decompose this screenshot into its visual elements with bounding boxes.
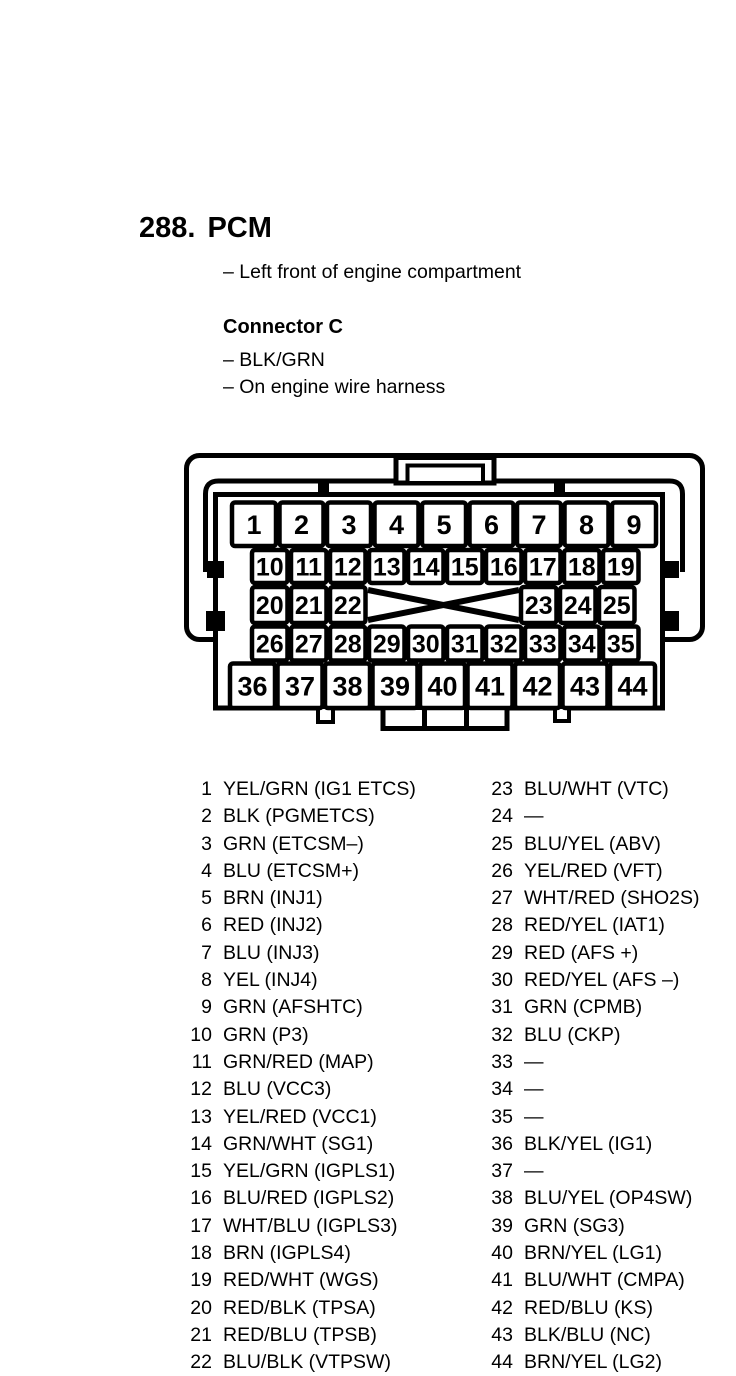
pin-row	[483, 1322, 700, 1349]
pin-row	[182, 831, 416, 858]
pin-cell-number: 35	[606, 630, 635, 659]
component-name: PCM	[207, 212, 272, 244]
pin-wire-label: GRN/WHT (SG1)	[223, 1132, 374, 1155]
pin-list-left-column	[182, 776, 416, 1376]
pin-number: 38	[491, 1187, 513, 1210]
pin-number: 6	[201, 914, 212, 937]
connector-note-color: – BLK/GRN	[223, 349, 325, 371]
pin-cell-number: 43	[569, 671, 601, 702]
pin-number: 11	[191, 1050, 212, 1073]
pin-number: 22	[190, 1351, 212, 1374]
pin-cell-number: 37	[284, 671, 316, 702]
pin-number: 7	[201, 941, 212, 964]
pin-row	[182, 1185, 416, 1212]
pin-list-right-column	[483, 776, 700, 1376]
pin-wire-label: —	[524, 1078, 544, 1101]
pin-row	[483, 1185, 700, 1212]
section-number: 288.	[139, 212, 196, 244]
pin-wire-label: —	[524, 1160, 544, 1183]
page-title	[139, 213, 272, 245]
pin-cell-number: 41	[474, 671, 506, 702]
pin-cell-number: 39	[379, 671, 411, 702]
pin-number: 4	[201, 859, 212, 882]
pin-wire-label: BLU/RED (IGPLS2)	[223, 1187, 395, 1210]
pin-row	[182, 1022, 416, 1049]
pin-wire-label: BRN (IGPLS4)	[223, 1242, 351, 1265]
pin-wire-label: GRN (SG3)	[524, 1214, 625, 1237]
pin-cell-number: 42	[522, 671, 553, 702]
pin-cell-number: 34	[567, 630, 596, 659]
side-notch	[207, 561, 224, 578]
pin-number: 40	[491, 1242, 513, 1265]
pin-cell-number: 14	[411, 553, 440, 582]
pin-cell-number: 7	[531, 509, 547, 540]
pin-row	[483, 776, 700, 803]
pin-number: 25	[491, 832, 513, 855]
pin-cell-number: 15	[450, 553, 479, 582]
pin-wire-label: WHT/RED (SHO2S)	[524, 887, 700, 910]
pin-row	[182, 940, 416, 967]
pin-cell-number: 21	[294, 592, 323, 620]
connector-heading: Connector C	[223, 316, 343, 338]
pin-row	[182, 1240, 416, 1267]
pin-wire-label: WHT/BLU (IGPLS3)	[223, 1214, 398, 1237]
pin-number: 44	[491, 1351, 513, 1374]
pin-number: 3	[201, 832, 212, 855]
pin-cell-number: 38	[332, 671, 363, 702]
pin-number: 20	[190, 1296, 212, 1319]
pin-cell-number: 26	[255, 630, 284, 659]
pin-row	[182, 776, 416, 803]
pin-wire-label: BLU (ETCSM+)	[223, 859, 359, 882]
pin-wire-label: GRN (CPMB)	[524, 996, 643, 1019]
pin-row	[483, 1022, 700, 1049]
pin-wire-label: YEL/GRN (IGPLS1)	[223, 1160, 396, 1183]
pin-row	[483, 1158, 700, 1185]
pin-number: 15	[190, 1160, 212, 1183]
pin-wire-label: BRN/YEL (LG1)	[524, 1242, 662, 1265]
pin-row	[483, 1131, 700, 1158]
pin-row	[483, 803, 700, 830]
pin-cell-number: 5	[436, 509, 452, 540]
pin-number: 12	[190, 1078, 212, 1101]
pin-cell-number: 23	[524, 592, 553, 620]
pin-wire-label: —	[524, 805, 544, 828]
bottom-key-bracket	[383, 708, 507, 729]
pin-number: 9	[201, 996, 212, 1019]
pin-row	[182, 1131, 416, 1158]
pin-number: 34	[491, 1078, 513, 1101]
pin-wire-label: RED (INJ2)	[223, 914, 323, 937]
pin-row	[483, 885, 700, 912]
pin-row	[182, 803, 416, 830]
pin-cell-number: 28	[333, 630, 362, 659]
pin-number: 32	[491, 1023, 513, 1046]
pin-wire-label: BLU/BLK (VTPSW)	[223, 1351, 391, 1374]
pin-number: 30	[491, 969, 513, 992]
pin-wire-label: BLU/WHT (CMPA)	[524, 1269, 685, 1292]
component-location: – Left front of engine compartment	[223, 261, 522, 283]
connector-latch-inner	[408, 466, 484, 484]
pin-wire-label: GRN (AFSHTC)	[223, 996, 363, 1019]
connector-pinout-diagram	[170, 438, 715, 738]
pin-wire-label: BLK/BLU (NC)	[524, 1323, 651, 1346]
pin-cell-number: 33	[528, 630, 557, 659]
pin-number: 2	[201, 805, 212, 828]
pin-row	[182, 912, 416, 939]
pin-wire-label: YEL/GRN (IG1 ETCS)	[223, 778, 416, 800]
pin-row	[483, 1349, 700, 1376]
pin-cell-number: 8	[578, 509, 595, 540]
pin-cell-number: 11	[295, 553, 322, 582]
pin-row	[182, 1267, 416, 1294]
pin-number: 35	[491, 1105, 513, 1128]
pin-wire-label: GRN (P3)	[223, 1023, 309, 1046]
pin-number: 14	[190, 1132, 212, 1155]
connector-note-harness: – On engine wire harness	[223, 376, 446, 398]
pin-wire-label: BLU (VCC3)	[223, 1078, 332, 1101]
pin-cell-number: 19	[606, 553, 635, 582]
pin-number: 10	[190, 1023, 212, 1046]
pin-number: 1	[201, 778, 212, 800]
pin-row	[182, 1158, 416, 1185]
pin-wire-label: YEL/RED (VCC1)	[223, 1105, 377, 1128]
pin-cell-number: 10	[255, 553, 284, 582]
pin-cell-number: 40	[427, 671, 458, 702]
pin-row	[483, 967, 700, 994]
pin-row	[483, 994, 700, 1021]
pin-number: 29	[491, 941, 513, 964]
pin-number: 24	[491, 805, 513, 828]
pin-number: 18	[190, 1242, 212, 1265]
pin-wire-label: GRN/RED (MAP)	[223, 1050, 374, 1073]
pin-wire-label: BLU/YEL (ABV)	[524, 832, 661, 855]
pin-cell-number: 31	[450, 630, 479, 659]
pin-wire-label: BLU/YEL (OP4SW)	[524, 1187, 693, 1210]
side-notch	[663, 561, 679, 578]
side-notch	[663, 611, 679, 631]
pin-wire-label: BLU (CKP)	[524, 1023, 621, 1046]
pin-number: 23	[491, 778, 513, 800]
pin-number: 41	[491, 1269, 513, 1292]
pin-wire-label: BRN/YEL (LG2)	[524, 1351, 662, 1374]
pin-number: 37	[491, 1160, 513, 1183]
pin-row	[483, 1295, 700, 1322]
pin-wire-label: BLK/YEL (IG1)	[524, 1132, 653, 1155]
pin-wire-label: BLK (PGMETCS)	[223, 805, 375, 828]
pin-row	[483, 858, 700, 885]
pin-cell-number: 36	[237, 671, 268, 702]
pin-row	[182, 1295, 416, 1322]
pin-cell-number: 12	[333, 553, 362, 582]
pin-row	[182, 858, 416, 885]
side-notch	[206, 611, 225, 631]
pin-cell-number: 20	[255, 592, 284, 620]
pin-cell-number: 13	[372, 553, 401, 582]
pin-wire-label: RED/WHT (WGS)	[223, 1269, 379, 1292]
pin-number: 26	[491, 859, 513, 882]
pin-wire-label: RED/BLU (TPSB)	[223, 1323, 377, 1346]
pin-wire-label: YEL (INJ4)	[223, 969, 318, 992]
pin-row	[182, 1213, 416, 1240]
pin-wire-label: RED/BLK (TPSA)	[223, 1296, 376, 1319]
pin-cell-number: 4	[388, 509, 405, 540]
pin-cell-number: 6	[483, 509, 500, 540]
pin-number: 33	[491, 1050, 513, 1073]
pin-wire-label: —	[524, 1105, 544, 1128]
pin-wire-label: RED/YEL (AFS –)	[524, 969, 680, 992]
pin-wire-label: RED (AFS +)	[524, 941, 639, 964]
pin-wire-label: BLU (INJ3)	[223, 941, 320, 964]
top-index-tick	[554, 483, 565, 493]
pin-cell-number: 16	[489, 553, 518, 582]
pin-number: 31	[491, 996, 513, 1019]
pin-row	[483, 912, 700, 939]
pin-cell-number: 18	[567, 553, 596, 582]
pin-wire-label: —	[524, 1050, 544, 1073]
pin-cell-number: 1	[246, 509, 262, 540]
pin-row	[182, 994, 416, 1021]
pin-number: 27	[491, 887, 513, 910]
pin-number: 13	[190, 1105, 212, 1128]
pin-row	[182, 885, 416, 912]
pin-row	[182, 1104, 416, 1131]
pin-row	[182, 1322, 416, 1349]
pin-number: 8	[201, 969, 212, 992]
pin-wire-label: BRN (INJ1)	[223, 887, 323, 910]
pin-cell-number: 44	[617, 671, 648, 702]
pin-row	[483, 940, 700, 967]
pin-cell-number: 24	[563, 592, 592, 620]
pin-row	[182, 1049, 416, 1076]
pin-cell-number: 2	[293, 509, 310, 540]
pin-row	[483, 1240, 700, 1267]
pin-number: 19	[190, 1269, 212, 1292]
pin-cell-number: 3	[341, 509, 357, 540]
pin-row	[483, 1076, 700, 1103]
top-index-tick	[318, 483, 329, 493]
pin-wire-label: YEL/RED (VFT)	[524, 859, 663, 882]
pin-cell-number: 22	[333, 592, 362, 620]
pin-number: 43	[491, 1323, 513, 1346]
pin-cell-number: 17	[528, 553, 557, 582]
pin-row	[483, 831, 700, 858]
pin-row	[182, 1076, 416, 1103]
pin-number: 28	[491, 914, 513, 937]
pin-number: 5	[201, 887, 212, 910]
pin-row	[483, 1213, 700, 1240]
pin-wire-label: RED/BLU (KS)	[524, 1296, 653, 1319]
pin-cell-number: 29	[372, 630, 401, 659]
pin-row	[182, 967, 416, 994]
pin-number: 39	[491, 1214, 513, 1237]
pin-row	[483, 1104, 700, 1131]
pin-number: 36	[491, 1132, 513, 1155]
pin-cell-number: 25	[602, 592, 631, 620]
pin-row	[483, 1049, 700, 1076]
pin-cell-number: 27	[294, 630, 323, 659]
pin-cell-number: 32	[489, 630, 518, 659]
pin-wire-label: GRN (ETCSM–)	[223, 832, 364, 855]
pin-number: 16	[190, 1187, 212, 1210]
pin-number: 21	[190, 1323, 212, 1346]
pin-wire-label: BLU/WHT (VTC)	[524, 778, 669, 800]
pin-cell-number: 9	[626, 509, 642, 540]
pin-number: 42	[491, 1296, 513, 1319]
pin-cell-number: 30	[411, 630, 440, 659]
pin-row	[182, 1349, 416, 1376]
pin-number: 17	[190, 1214, 212, 1237]
pin-row	[483, 1267, 700, 1294]
pin-wire-label: RED/YEL (IAT1)	[524, 914, 665, 937]
